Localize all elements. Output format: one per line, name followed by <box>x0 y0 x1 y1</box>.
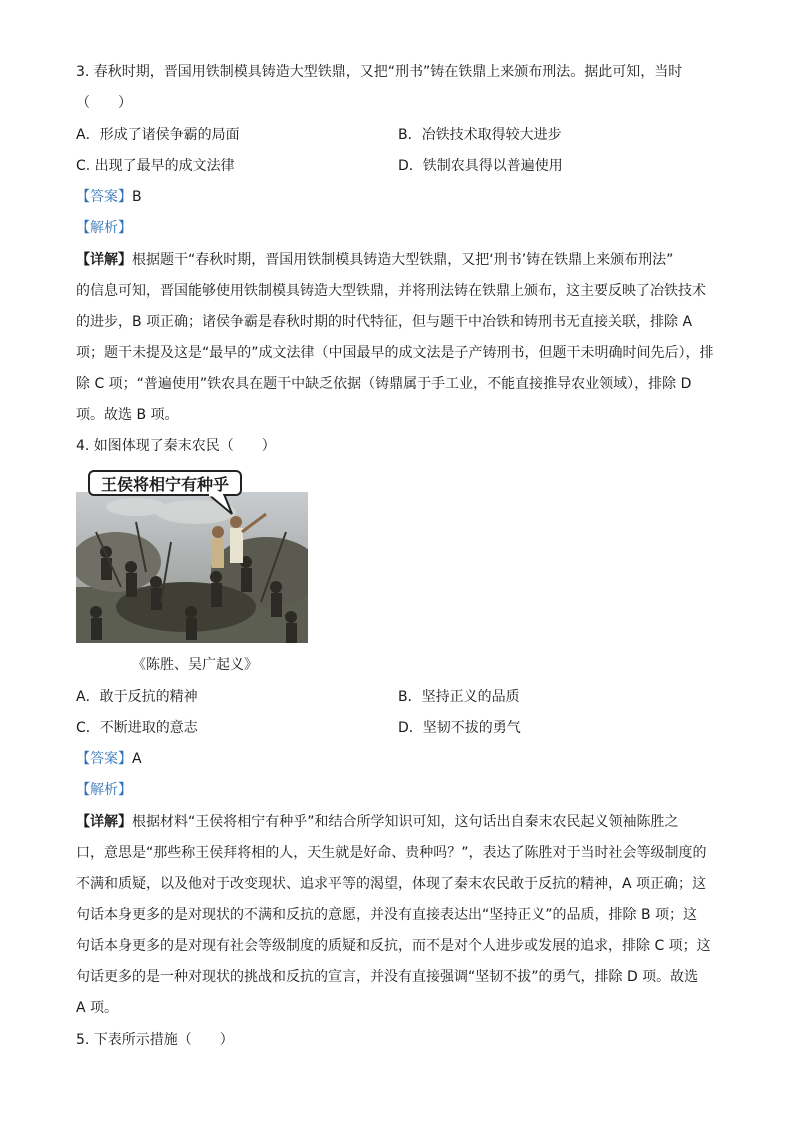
q3-detail-line-1 <box>76 250 673 270</box>
q3-detail-line-6: 项。故选 B 项。 <box>76 407 179 423</box>
q4-stem: 4. 如图体现了秦末农民（ ） <box>76 438 276 454</box>
q3-option-d: D．铁制农具得以普遍使用 <box>398 158 563 174</box>
q3-analysis-tag <box>76 218 132 238</box>
q4-detail-line-7: A 项。 <box>76 1000 119 1016</box>
uprising-painting-image <box>76 492 308 643</box>
q3-option-a: A．形成了诸侯争霸的局面 <box>76 127 240 143</box>
q4-detail-line-5: 句话本身更多的是对现有社会等级制度的质疑和反抗，而不是对个人进步或发展的追求，排除 C 项；这 <box>76 938 711 954</box>
q4-option-a: A．敢于反抗的精神 <box>76 689 198 705</box>
q3-option-c: C. 出现了最早的成文法律 <box>76 158 235 174</box>
q4-answer-tag: 【答案】 <box>76 751 132 767</box>
q4-detail-tag: 【详解】 <box>76 814 132 830</box>
q3-answer-tag: 【答案】 <box>76 189 132 205</box>
q4-figure-caption: 《陈胜、吴广起义》 <box>132 657 258 673</box>
q4-detail-line-1 <box>76 812 679 832</box>
q4-detail-line-3: 不满和质疑，以及他对于改变现状、追求平等的渴望，体现了秦末农民敢于反抗的精神，A 项正确；这 <box>76 876 707 892</box>
q3-detail-line-3: 的进步，B 项正确；诸侯争霸是春秋时期的时代特征，但与题干中冶铁和铸刑书无直接关联，排除 A <box>76 314 693 330</box>
q3-detail-text-1: 根据题干“春秋时期，晋国用铁制模具铸造大型铁鼎，又把‘刑书’铸在铁鼎上来颁布刑法” <box>132 252 674 268</box>
q3-stem-line-2: （ ） <box>76 95 132 111</box>
q3-detail-line-2: 的信息可知，晋国能够使用铁制模具铸造大型铁鼎，并将刑法铸在铁鼎上颁布，这主要反映了冶铁技术 <box>76 283 706 299</box>
q3-stem-line-1: 3. 春秋时期，晋国用铁制模具铸造大型铁鼎，又把“刑书”铸在铁鼎上来颁布刑法。据此可知，当时 <box>76 64 683 80</box>
q4-option-d: D．坚韧不拔的勇气 <box>398 720 521 736</box>
q4-detail-line-6: 句话更多的是一种对现状的挑战和反抗的宣言，并没有直接强调“坚韧不拔”的勇气，排除 D 项。故选 <box>76 969 699 985</box>
speech-bubble: 王侯将相宁有种乎 <box>88 470 242 496</box>
q4-answer <box>76 749 142 769</box>
q4-option-c: C．不断进取的意志 <box>76 720 198 736</box>
q4-analysis-tag <box>76 780 132 800</box>
q4-illustration <box>76 470 308 643</box>
q4-detail-text-1: 根据材料“王侯将相宁有种乎”和结合所学知识可知，这句话出自秦末农民起义领袖陈胜之 <box>132 814 679 830</box>
q3-detail-line-4: 项；题干未提及这是“最早的”成文法律（中国最早的成文法是子产铸刑书，但题干未明确时间先后），排 <box>76 345 714 361</box>
q4-analysis-label: 【解析】 <box>76 782 132 798</box>
q4-detail-line-4: 句话本身更多的是对现状的不满和反抗的意愿，并没有直接表达出“坚持正义”的品质，排除 B 项；这 <box>76 907 698 923</box>
q3-answer <box>76 187 142 207</box>
q4-option-b: B．坚持正义的品质 <box>398 689 520 705</box>
q3-detail-line-5: 除 C 项；“普遍使用”铁农具在题干中缺乏依据（铸鼎属于手工业，不能直接推导农业领域），排除 D <box>76 376 692 392</box>
q4-detail-line-2: 口，意思是“那些称王侯拜将相的人，天生就是好命、贵种吗？”，表达了陈胜对于当时社会等级制度的 <box>76 845 707 861</box>
q5-stem: 5. 下表所示措施（ ） <box>76 1032 234 1048</box>
speech-bubble-tail-icon <box>206 494 236 516</box>
q3-analysis-label: 【解析】 <box>76 220 132 236</box>
q4-answer-value: A <box>132 751 142 767</box>
q3-detail-tag: 【详解】 <box>76 252 132 268</box>
q3-option-b: B．冶铁技术取得较大进步 <box>398 127 562 143</box>
q3-answer-value: B <box>132 189 142 205</box>
